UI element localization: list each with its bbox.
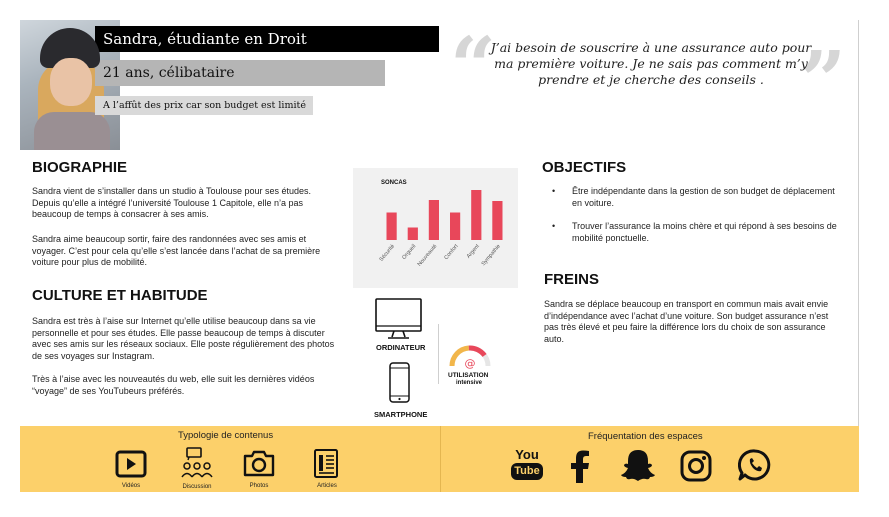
smartphone-icon [388, 362, 412, 404]
camera-icon [242, 448, 276, 478]
objectifs-item-2: • Trouver l’assurance la moins chère et qui répond à ses besoins de mobilité ponctuelle. [552, 221, 837, 243]
whatsapp-icon [738, 448, 772, 482]
chart-tick-label: Nouveauté [416, 243, 439, 268]
chart-bar-sympathie [492, 201, 502, 240]
quote-close-icon: ” [800, 33, 847, 127]
objectifs-title: OBJECTIFS [542, 159, 627, 176]
persona-age: 21 ans, célibataire [95, 60, 385, 86]
chart-bar-orgueil [408, 228, 418, 241]
at-sign-icon: @ [464, 357, 476, 370]
soncas-chart [353, 168, 518, 288]
objectifs-item-1: • Être indépendante dans la gestion de son budget de déplacement en voiture. [552, 186, 835, 208]
smartphone-label: SMARTPHONE [374, 410, 428, 419]
usage-gauge [446, 340, 494, 370]
quote-open-icon: “ [450, 19, 497, 113]
persona-name: Sandra, étudiante en Droit [95, 26, 439, 52]
right-border [858, 20, 859, 490]
devices-divider [438, 324, 439, 384]
content-type-label: Articles [317, 483, 337, 489]
chart-tick-label: Orgueil [401, 243, 418, 261]
chart-bar-nouveauté [429, 200, 439, 240]
culture-paragraph-2: Très à l’aise avec les nouveautés du web, elle suit les dernières vidéos “voyage” de ses YouTubeurs préférés. [32, 374, 315, 396]
content-type-label: Photos [249, 483, 269, 489]
instagram-icon [680, 450, 712, 482]
article-icon [312, 448, 342, 480]
chart-bar-sécurité [387, 213, 397, 241]
chart-title: SONCAS [381, 180, 407, 186]
biographie-title: BIOGRAPHIE [32, 159, 128, 176]
computer-icon [374, 298, 424, 340]
spaces-title: Fréquentation des espaces [588, 431, 703, 442]
youtube-icon: You Tube [510, 448, 544, 484]
quote-line: J’ai besoin de souscrire à une assurance auto pour [490, 40, 812, 55]
chart-tick-label: Sécurité [378, 243, 397, 263]
freins-paragraph: Sandra se déplace beaucoup en transport en commun mais avait envie d’indépendance avec l’achat d’une voiture. Son budget assurance n’est pas très élevé et peu faire la différence lors du choix de son assurance auto. [544, 299, 829, 344]
chart-tick-label: Sympathie [480, 243, 502, 268]
chart-tick-label: Confort [443, 243, 460, 262]
chart-tick-label: Argent [465, 243, 481, 260]
biographie-paragraph-2: Sandra aime beaucoup sortir, faire des randonnées avec ses amis et voyager. C’est pour cela qu’elle s’est lancée dans l’achat de sa première voiture pour plus de mobilité. [32, 234, 321, 267]
quote-line: ma première voiture. Je ne sais pas comment m’y [494, 56, 808, 71]
biographie-paragraph-1: Sandra vient de s’installer dans un studio à Toulouse pour ses études. Depuis qu’elle a intégré l’université Toulouse 1 Capitole, elle n’a pas beaucoup de temps à consacrer à ses amis. [32, 186, 312, 219]
persona-quote [486, 40, 816, 88]
content-type-label: Discussion [182, 484, 212, 490]
usage-label: UTILISATION [448, 372, 489, 379]
quote-line: prendre et je cherche des conseils . [538, 72, 764, 87]
footer-divider [440, 426, 441, 492]
soncas-chart-svg [353, 168, 518, 288]
freins-title: FREINS [544, 271, 600, 288]
snapchat-icon [620, 448, 656, 482]
usage-level-label: intensive [456, 380, 483, 386]
computer-label: ORDINATEUR [376, 343, 426, 352]
culture-title: CULTURE ET HABITUDE [32, 287, 208, 304]
discussion-icon [180, 446, 214, 480]
facebook-icon [568, 450, 592, 484]
chart-bar-argent [471, 190, 481, 240]
content-types-title: Typologie de contenus [178, 430, 274, 441]
persona-budget: A l’affût des prix car son budget est limité [95, 96, 313, 115]
culture-paragraph-1: Sandra est très à l’aise sur Internet qu’elle utilise beaucoup dans sa vie personnelle et pour ses études. Elle passe beaucoup de temps à discuter avec ses amis sur les réseaux sociaux. Elle poste régulièrement des photos de ses voyages sur Instagram. [32, 316, 335, 361]
video-play-icon [114, 450, 150, 480]
chart-bar-confort [450, 213, 460, 241]
content-type-label: Vidéos [121, 483, 141, 489]
